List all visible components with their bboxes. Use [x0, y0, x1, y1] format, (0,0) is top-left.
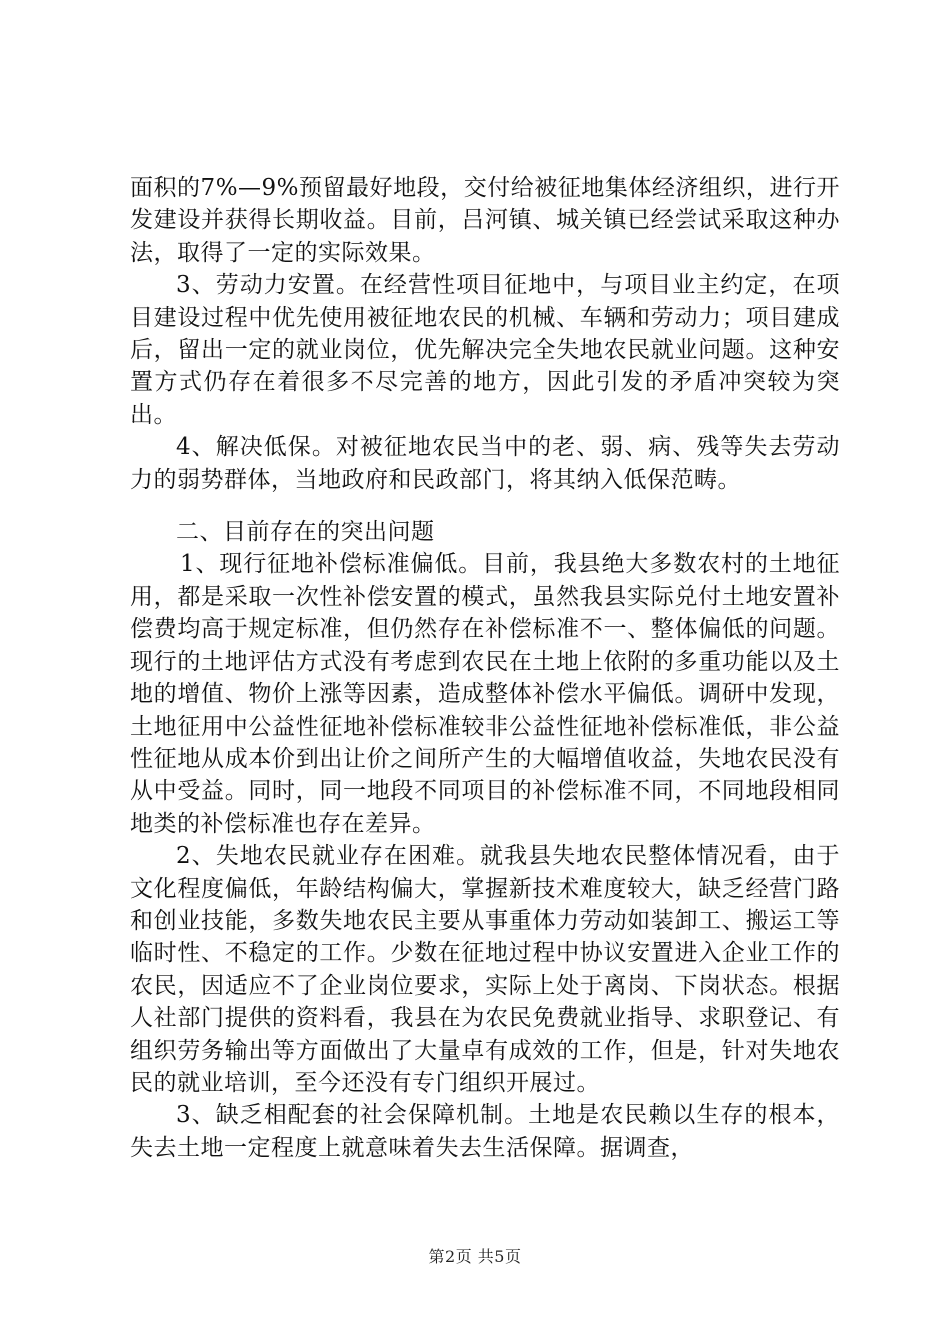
paragraph-compensation-standard: 1、现行征地补偿标准偏低。目前，我县绝大多数农村的土地征用，都是采取一次性补偿安置的模式，虽然我县实际兑付土地安置补偿费均高于规定标准，但仍然存在补偿标准不一、整体偏低的问题。现行的土地评估方式没有考虑到农民在土地上依附的多重功能以及土地的增值、物价上涨等因素，造成整体补偿水平偏低。调研中发现，土地征用中公益性征地补偿标准较非公益性征地补偿标准低，非公益性征地从成本价到出让价之间所产生的大幅增值收益，失地农民没有从中受益。同时，同一地段不同项目的补偿标准不同，不同地段相同地类的补偿标准也存在差异。 — [130, 551, 840, 837]
section-heading-current-problems: 二、目前存在的突出问题 — [176, 519, 435, 546]
document-body — [130, 172, 840, 1164]
paragraph-employment-difficulty: 2、失地农民就业存在困难。就我县失地农民整体情况看，由于文化程度偏低，年龄结构偏大，掌握新技术难度较大，缺乏经营门路和创业技能，多数失地农民主要从事重体力劳动如装卸工、搬运工等临时性、不稳定的工作。少数在征地过程中协议安置进入企业工作的农民，因适应不了企业岗位要求，实际上处于离岗、下岗状态。根据人社部门提供的资料看，我县在为农民免费就业指导、求职登记、有组织劳务输出等方面做出了大量卓有成效的工作，但是，针对失地农民的就业培训，至今还没有专门组织开展过。 — [130, 843, 840, 1096]
paragraph-low-income-support: 4、解决低保。对被征地农民当中的老、弱、病、残等失去劳动力的弱势群体，当地政府和民政部门，将其纳入低保范畴。 — [130, 434, 840, 493]
page-number-footer: 第2页 共5页 — [428, 1247, 522, 1266]
paragraph-social-security: 3、缺乏相配套的社会保障机制。土地是农民赖以生存的根本，失去土地一定程度上就意味着失去生活保障。据调查， — [130, 1102, 840, 1161]
paragraph-continuation: 面积的7%—9%预留最好地段，交付给被征地集体经济组织，进行开发建设并获得长期收益。目前，吕河镇、城关镇已经尝试采取这种办法，取得了一定的实际效果。 — [130, 175, 840, 266]
paragraph-labor-placement: 3、劳动力安置。在经营性项目征地中，与项目业主约定，在项目建设过程中优先使用被征地农民的机械、车辆和劳动力；项目建成后，留出一定的就业岗位，优先解决完全失地农民就业问题。这种安置方式仍存在着很多不尽完善的地方，因此引发的矛盾冲突较为突出。 — [130, 272, 840, 428]
